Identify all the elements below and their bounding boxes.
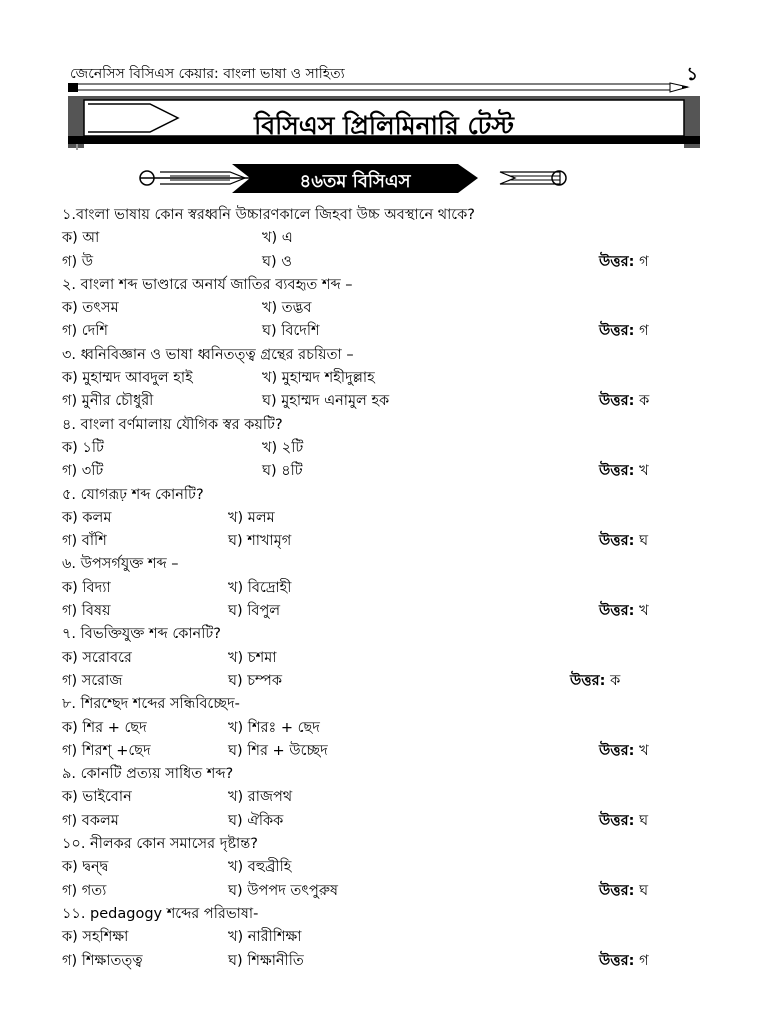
answer: উত্তর: ক (570, 672, 621, 689)
option-d: ঘ) ঐকিক (228, 812, 284, 829)
option-d: ঘ) শির + উচ্ছেদ (228, 742, 328, 759)
answer: উত্তর: গ (599, 253, 649, 270)
question-item (62, 903, 702, 973)
book-title: জেনেসিস বিসিএস কেয়ার: বাংলা ভাষা ও সাহিত্য (70, 66, 345, 82)
option-a: ক) তৎসম (62, 300, 119, 317)
option-d: ঘ) বিপুল (228, 603, 281, 620)
option-b: খ) চশমা (228, 649, 277, 666)
option-b: খ) ২টি (262, 439, 304, 456)
option-a: ক) সহশিক্ষা (62, 929, 129, 946)
answer: উত্তর: খ (599, 742, 649, 759)
question-list (62, 204, 702, 973)
option-a: ক) দ্বন্দ্ব (62, 859, 109, 876)
option-b: খ) রাজপথ (228, 789, 293, 806)
answer: উত্তর: ঘ (599, 882, 649, 899)
option-a: ক) বিদ্যা (62, 579, 111, 596)
banner-title: বিসিএস প্রিলিমিনারি টেস্ট (254, 111, 514, 140)
answer: উত্তর: ঘ (599, 533, 649, 550)
option-d: ঘ) চম্পক (228, 672, 282, 689)
option-b: খ) শিরঃ + ছেদ (228, 719, 320, 736)
option-d: ঘ) শাখামৃগ (228, 533, 292, 550)
option-c: গ) শিরশ্ +ছেদ (62, 742, 151, 759)
option-c: গ) দেশি (62, 323, 108, 340)
question-item (62, 204, 702, 274)
option-d: ঘ) ৪টি (262, 463, 303, 480)
option-c: গ) মুনীর চৌধুরী (62, 393, 154, 410)
option-a: ক) আ (62, 230, 100, 247)
section-title: ৪৬তম বিসিএস (299, 171, 411, 192)
question-item (62, 274, 702, 344)
question-text: ৩. ধ্বনিবিজ্ঞান ও ভাষা ধ্বনিতত্ত্ব গ্রন্থের রচয়িতা – (62, 346, 354, 363)
question-text: ২. বাংলা শব্দ ভাণ্ডারে অনার্য জাতির ব্যবহৃত শব্দ – (62, 276, 353, 293)
option-b: খ) মলম (228, 509, 275, 526)
option-c: গ) শিক্ষাতত্ত্ব (62, 952, 143, 969)
option-b: খ) মুহাম্মদ শহীদুল্লাহ (262, 370, 375, 387)
answer: উত্তর: গ (599, 952, 649, 969)
question-item (62, 693, 702, 763)
question-item (62, 484, 702, 554)
question-text: ৫. যোগরূঢ় শব্দ কোনটি? (62, 486, 204, 503)
question-text: ৯. কোনটি প্রত্যয় সাধিত শব্দ? (62, 766, 234, 783)
option-c: গ) ৩টি (62, 463, 104, 480)
option-d: ঘ) উপপদ তৎপুরুষ (228, 882, 339, 899)
option-a: ক) ভাইবোন (62, 789, 132, 806)
option-b: খ) বিদ্রোহী (228, 579, 292, 596)
option-d: ঘ) ও (262, 253, 292, 270)
question-text: ১০. নীলকর কোন সমাসের দৃষ্টান্ত? (62, 836, 258, 853)
option-c: গ) বকলম (62, 812, 119, 829)
page-number: ১ (686, 64, 698, 85)
option-b: খ) এ (262, 230, 293, 247)
option-c: গ) গত্য (62, 882, 107, 899)
question-item (62, 623, 702, 693)
question-item (62, 833, 702, 903)
option-d: ঘ) বিদেশি (262, 323, 320, 340)
question-text: ৪. বাংলা বর্ণমালায় যৌগিক স্বর কয়টি? (62, 416, 283, 433)
answer: উত্তর: ক (599, 393, 650, 410)
answer: উত্তর: গ (599, 323, 649, 340)
question-text: ১১. pedagogy শব্দের পরিভাষা- (62, 905, 259, 922)
option-c: গ) বাঁশি (62, 533, 107, 550)
question-item (62, 763, 702, 833)
question-text: ১.বাংলা ভাষায় কোন স্বরধ্বনি উচ্চারণকালে জিহবা উচ্চ অবস্থানে থাকে? (62, 207, 475, 223)
option-c: গ) সরোজ (62, 672, 123, 689)
question-item (62, 344, 702, 414)
option-b: খ) নারীশিক্ষা (228, 929, 302, 946)
option-d: ঘ) মুহাম্মদ এনামুল হক (262, 393, 390, 410)
question-text: ৬. উপসর্গযুক্ত শব্দ – (62, 556, 179, 573)
option-b: খ) তদ্ভব (262, 300, 312, 317)
option-c: গ) উ (62, 253, 94, 270)
option-a: ক) শির + ছেদ (62, 719, 147, 736)
question-text: ৭. বিভক্তিযুক্ত শব্দ কোনটি? (62, 626, 221, 643)
option-a: ক) মুহাম্মদ আবদুল হাই (62, 370, 193, 387)
answer: উত্তর: খ (599, 603, 649, 620)
option-a: ক) সরোবরে (62, 649, 132, 666)
option-a: ক) ১টি (62, 439, 104, 456)
option-a: ক) কলম (62, 509, 112, 526)
answer: উত্তর: খ (599, 463, 649, 480)
question-item (62, 553, 702, 623)
option-c: গ) বিষয় (62, 603, 111, 620)
option-d: ঘ) শিক্ষানীতি (228, 952, 304, 969)
question-item (62, 414, 702, 484)
option-b: খ) বহুব্রীহি (228, 859, 292, 876)
question-text: ৮. শিরশ্ছেদ শব্দের সন্ধিবিচ্ছেদ- (62, 696, 240, 713)
answer: উত্তর: ঘ (599, 812, 649, 829)
